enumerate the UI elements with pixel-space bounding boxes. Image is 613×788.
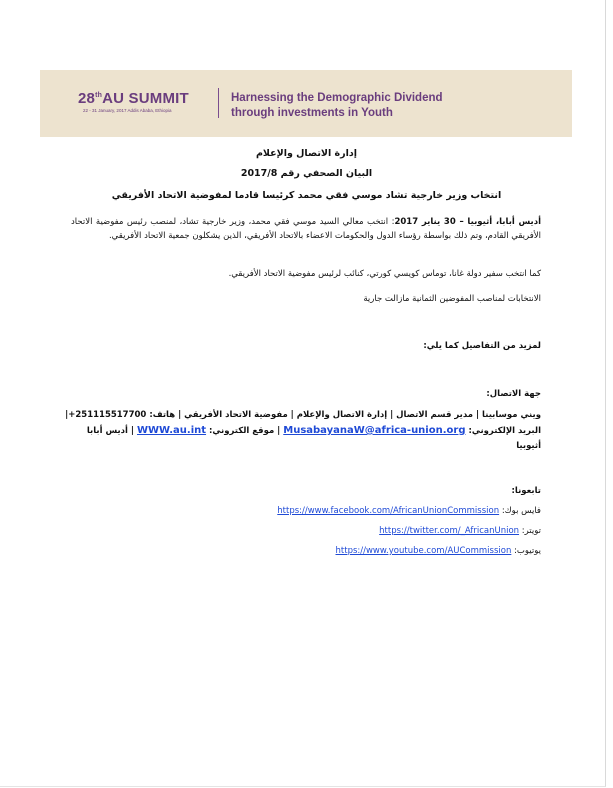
website-link[interactable]: WWW.au.int (136, 425, 207, 436)
contact-heading: جهة الاتصال: (486, 389, 541, 399)
summit-title: 28thAU SUMMIT (78, 90, 189, 107)
location-rest: أثيوبيا (516, 441, 541, 451)
contact-line-2: البريد الإلكتروني: MusabayanaW@africa-union.org | موقع الكتروني: WWW.au.int | أديس أبابا (86, 425, 541, 436)
release-number: البيان الصحفي رقم 2017/8 (240, 168, 373, 179)
facebook-link[interactable]: https://www.facebook.com/AfricanUnionCommission (277, 506, 500, 516)
youtube-row (71, 546, 541, 556)
facebook-row (71, 506, 541, 516)
theme-line-1: Harnessing the Demographic Dividend (231, 92, 443, 104)
paragraph-2: كما انتخب سفير دولة غانا، توماس كويسي كورتي، كنائب لرئيس مفوضية الاتحاد الأفريقي. (228, 269, 541, 279)
twitter-row (71, 526, 541, 536)
dateline: أديس أبابا، أثيوبيا – 30 يناير 2017 (394, 217, 541, 227)
youtube-link[interactable]: https://www.youtube.com/AUCommission (335, 546, 512, 556)
summit-dates: 22 - 31 January, 2017 Addis Ababa, Ethiopia (83, 108, 172, 113)
lead-text: : انتخب معالي السيد موسي فقي محمد، وزير خارجية تشاد، لمنصب رئيس مفوضية الاتحاد الأفريقي القادم، وتم ذلك بواسطة رؤساء الدول والحكومات الاعضاء بالاتحاد الأفريقي، الذين يشكلون جمعية الاتحاد الأفريقي. (71, 217, 541, 241)
summit-banner (40, 70, 572, 137)
contact-line-1: ويني موسابينا | مدير قسم الاتصال | إدارة الاتصال والإعلام | مفوضية الاتحاد الأفريقي | هاتف: +251115517700| (65, 410, 541, 420)
summit-logo (78, 90, 218, 113)
email-link[interactable]: MusabayanaW@africa-union.org (283, 425, 466, 436)
location-first: أديس أبابا (86, 426, 128, 436)
theme-line-2: through investments in Youth (231, 107, 393, 119)
youtube-label: يوتيوب: (514, 546, 541, 556)
contact-line-3 (71, 441, 541, 451)
summit-theme (231, 91, 443, 121)
facebook-label: فايس بوك: (501, 506, 541, 516)
headline: انتخاب وزير خارجية تشاد موسي فقي محمد كرئيسا قادما لمفوضية الاتحاد الأفريقي (111, 190, 502, 201)
department-name: إدارة الاتصال والإعلام (255, 148, 358, 159)
follow-heading: تابعونا: (511, 486, 541, 496)
website-label: موقع الكتروني: (209, 426, 275, 436)
twitter-label: تويتر: (521, 526, 541, 536)
more-details-heading: لمزيد من التفاصيل كما يلي: (423, 341, 541, 351)
contact-info: ويني موسابينا | مدير قسم الاتصال | إدارة الاتصال والإعلام | مفوضية الاتحاد الأفريقي | هاتف: (149, 410, 541, 420)
paragraph-3: الانتخابات لمناصب المفوضين الثمانية مازالت جارية (363, 294, 541, 304)
banner-divider (218, 88, 219, 118)
phone-number: +251115517700 (68, 410, 147, 420)
twitter-link[interactable]: https://twitter.com/_AfricanUnion (379, 526, 520, 536)
lead-paragraph (71, 215, 541, 243)
email-label: البريد الإلكتروني: (468, 426, 541, 436)
